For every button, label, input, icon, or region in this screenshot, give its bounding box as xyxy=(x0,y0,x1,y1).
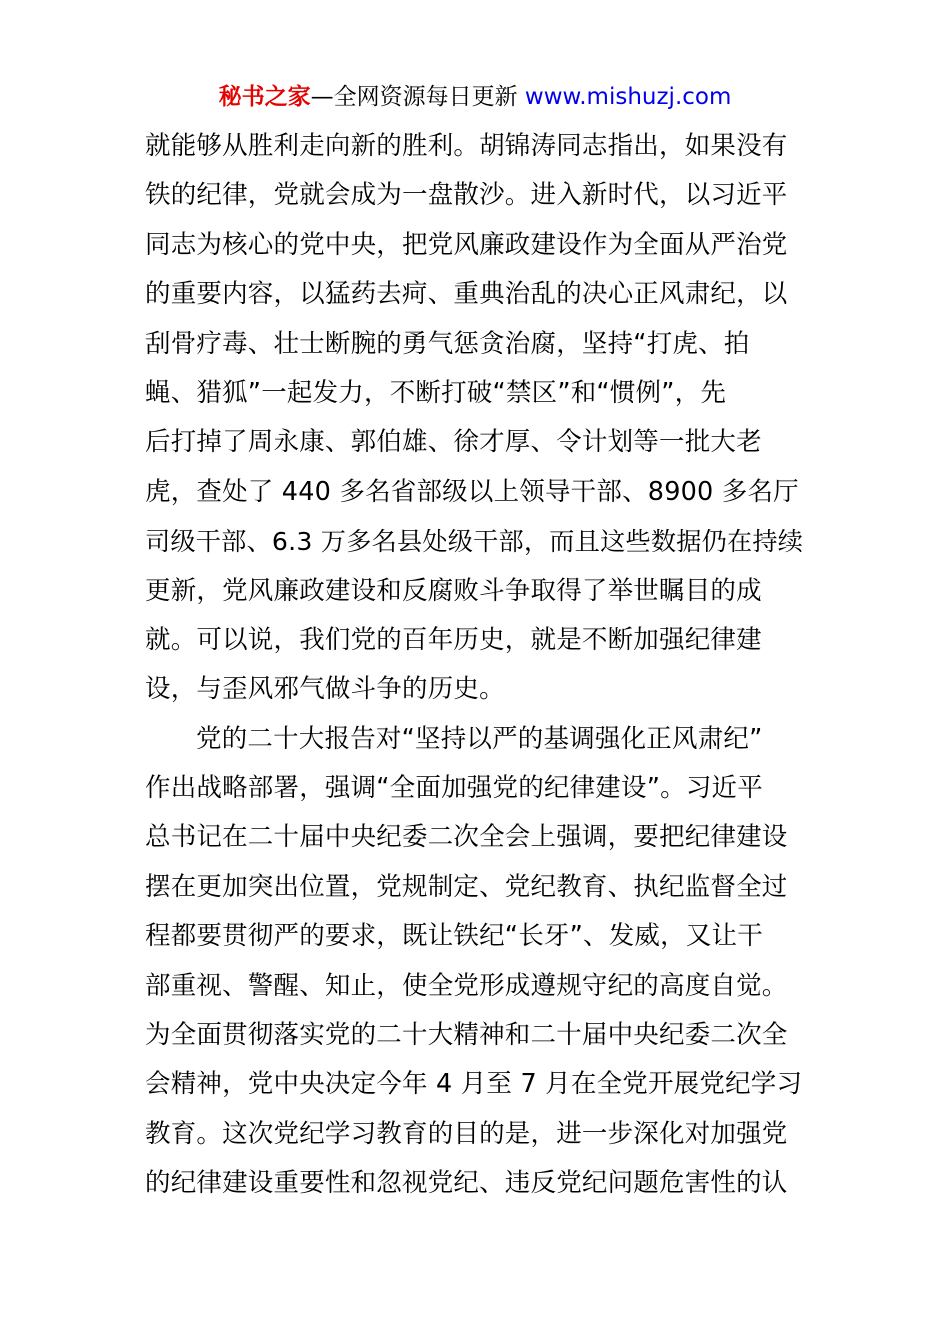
text-line: 就。可以说，我们党的百年历史，就是不断加强纪律建 xyxy=(145,624,762,655)
text-line: 教育。这次党纪学习教育的目的是，进一步深化对加强党 xyxy=(145,1118,788,1149)
text-line: 为全面贯彻落实党的二十大精神和二十届中央纪委二次全 xyxy=(145,1020,788,1051)
text-line: 蝇、猎狐”一起发力，不断打破“禁区”和“惯例”，先 xyxy=(145,377,727,408)
text-line: 更新，党风廉政建设和反腐败斗争取得了举世瞩目的成 xyxy=(145,575,762,606)
site-tagline: —全网资源每日更新 xyxy=(310,84,518,110)
page-header xyxy=(0,80,950,114)
text-line: 会精神，党中央决定今年 4 月至 7 月在全党开展党纪学习 xyxy=(145,1069,803,1100)
site-url[interactable]: www.mishuzj.com xyxy=(524,84,732,110)
text-line: 的纪律建设重要性和忽视党纪、违反党纪问题危害性的认 xyxy=(145,1168,788,1199)
text-line: 后打掉了周永康、郭伯雄、徐才厚、令计划等一批大老 xyxy=(145,427,762,458)
document-body xyxy=(145,122,807,1209)
text-line: 总书记在二十届中央纪委二次全会上强调，要把纪律建设 xyxy=(145,822,788,853)
text-line: 铁的纪律，党就会成为一盘散沙。进入新时代，以习近平 xyxy=(145,180,788,211)
text-line: 摆在更加突出位置，党规制定、党纪教育、执纪监督全过 xyxy=(145,871,788,902)
text-line: 就能够从胜利走向新的胜利。胡锦涛同志指出，如果没有 xyxy=(145,131,788,161)
text-line: 刮骨疗毒、壮士断腕的勇气惩贪治腐，坚持“打虎、拍 xyxy=(145,328,750,359)
text-line: 党的二十大报告对“坚持以严的基调强化正风肃纪” xyxy=(196,723,763,754)
text-line: 设，与歪风邪气做斗争的历史。 xyxy=(145,674,505,705)
text-line: 同志为核心的党中央，把党风廉政建设作为全面从严治党 xyxy=(145,229,788,260)
text-line: 虎，查处了 440 多名省部级以上领导干部、8900 多名厅 xyxy=(145,476,799,507)
site-name: 秘书之家 xyxy=(218,84,311,110)
text-line: 程都要贯彻严的要求，既让铁纪“长牙”、发威，又让干 xyxy=(145,921,763,952)
text-line: 部重视、警醒、知止，使全党形成遵规守纪的高度自觉。 xyxy=(145,970,788,1001)
text-line: 的重要内容，以猛药去疴、重典治乱的决心正风肃纪，以 xyxy=(145,279,788,310)
text-line: 司级干部、6.3 万多名县处级干部，而且这些数据仍在持续 xyxy=(145,527,804,557)
text-line: 作出战略部署，强调“全面加强党的纪律建设”。习近平 xyxy=(145,773,763,804)
